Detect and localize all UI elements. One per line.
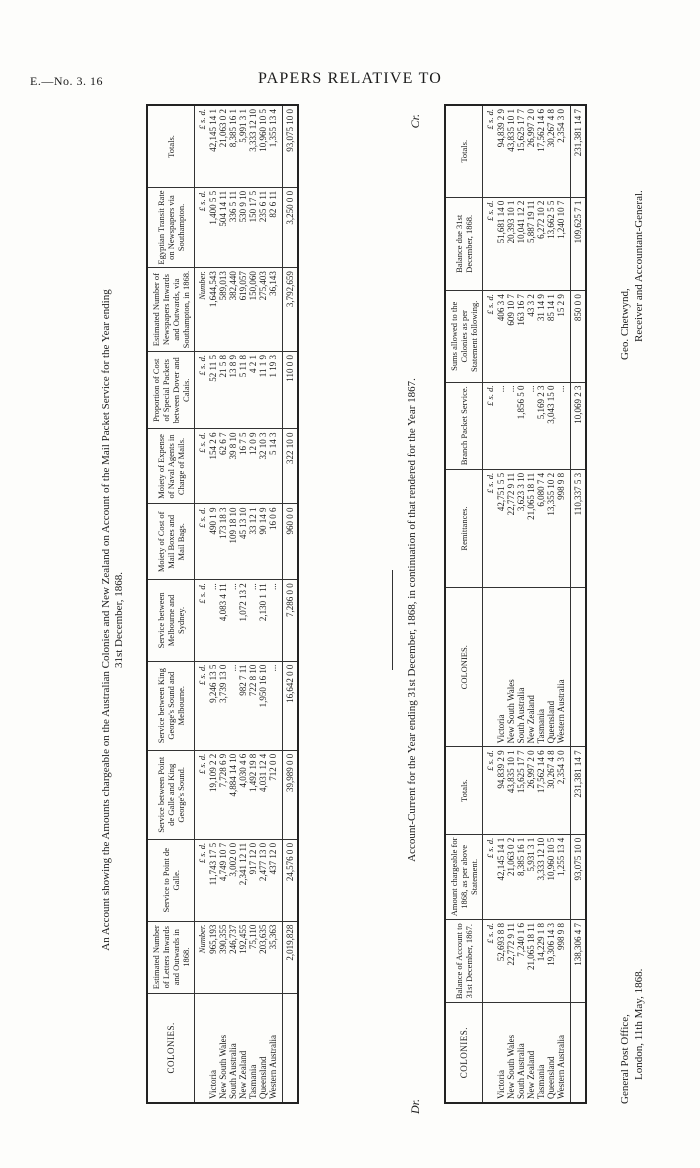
table1-column-colonies — [207, 993, 283, 1103]
cell-value: 173 18 3 — [218, 507, 228, 539]
table2-column-balance_1867 — [495, 920, 571, 1003]
table1-column-point_de_galle — [207, 839, 283, 921]
table2-unit-totals_left: £ s. d. — [483, 747, 496, 834]
cell-value: 19,109 2 2 — [208, 753, 218, 792]
colony-name: New South Wales — [218, 1034, 228, 1099]
mail-packet-account-table — [146, 104, 299, 1104]
cell-value: 6,272 10 2 — [536, 200, 546, 239]
cell-value: 17,562 14 6 — [536, 750, 546, 794]
cell-value: 1,240 10 7 — [556, 200, 566, 239]
table2-header-totals_left: Totals. — [445, 747, 483, 834]
table1-unit-galle_kgs: £ s. d. — [195, 750, 208, 839]
table1-unit-colonies — [195, 993, 208, 1103]
cell-value: 22,772 9 11 — [506, 472, 516, 516]
running-title: PAPERS RELATIVE TO — [258, 70, 443, 87]
table1-total-letters: 2,019,828 — [283, 921, 299, 993]
cell-value: 13,355 10 2 — [546, 472, 556, 516]
colony-name: New South Wales — [506, 1034, 516, 1099]
table2-header-amount_1868: Amount chargeable for 1868, as per above Statement. — [445, 834, 483, 919]
table2-column-totals_left — [495, 747, 571, 834]
colony-name: Victoria — [496, 1070, 506, 1099]
page-header — [0, 68, 700, 98]
cell-value: 11,743 17 5 — [208, 842, 218, 886]
colony-name: Western Australia — [556, 1034, 566, 1099]
colony-name: Western Australia — [556, 679, 566, 744]
table1-total-dover_calais: 110 0 0 — [283, 352, 299, 429]
table1-total-galle_kgs: 39,989 0 0 — [283, 750, 299, 839]
table2-unit-amount_1868: £ s. d. — [483, 834, 496, 919]
table2-column-colonies — [495, 588, 571, 747]
cell-value: 390,355 — [218, 924, 228, 954]
cell-value: 4 2 1 — [248, 355, 258, 374]
cell-value: ... — [506, 385, 516, 393]
table1-column-dover_calais — [207, 352, 283, 429]
table2-column-colonies — [495, 1003, 571, 1103]
cell-value: 13 8 9 — [228, 355, 238, 378]
colony-name: South Australia — [516, 1043, 526, 1099]
cell-value: 382,440 — [228, 271, 238, 301]
cell-value: 39 8 10 — [228, 432, 238, 460]
colony-name: Tasmania — [536, 709, 546, 744]
colony-name: South Australia — [228, 1043, 238, 1099]
cell-value: 42,145 14 1 — [496, 837, 506, 881]
colony-name: Victoria — [208, 1070, 218, 1099]
cell-value: 94,839 2 9 — [496, 109, 506, 148]
table2-header-sums_allowed: Sums allowed to the Colonies as per Statement following. — [445, 291, 483, 382]
cell-value: 1,355 13 4 — [268, 109, 278, 148]
cell-value: 10,041 12 2 — [516, 200, 526, 244]
cell-value: 43,835 10 1 — [506, 750, 516, 794]
table1-column-melb_sydney — [207, 580, 283, 661]
cell-value: 246,737 — [228, 924, 238, 954]
table2-header-totals_right: Totals. — [445, 105, 483, 197]
cell-value: ... — [248, 583, 258, 590]
cell-value: 21,065 18 11 — [526, 472, 536, 520]
table1-header-dover_calais: Proportion of Cost of Special Packets between Dover and Calais. — [147, 352, 195, 429]
table1-total-newspapers: 3,792,659 — [283, 268, 299, 352]
table2-unit-balance_1867: £ s. d. — [483, 920, 496, 1003]
cell-value: 722 8 10 — [248, 664, 258, 697]
cell-value: 20,393 10 1 — [506, 200, 516, 244]
cell-value: 3,333 12 10 — [248, 109, 258, 152]
table1-header-letters: Estimated Number of Letters Inwards and Outwards in 1868. — [147, 921, 195, 993]
cell-value: ... — [556, 385, 566, 393]
table1-title-line2: 31st December, 1868. — [113, 571, 125, 669]
table2-units-row — [483, 105, 496, 1103]
cell-value: 30,267 4 8 — [546, 109, 556, 148]
cell-value: 530 9 10 — [238, 190, 248, 223]
table2-column-amount_1868 — [495, 834, 571, 919]
cell-value: 235 6 11 — [258, 190, 268, 223]
cell-value: 406 3 4 — [496, 294, 506, 322]
cell-value: 619,057 — [238, 271, 248, 301]
cell-value: ... — [496, 385, 506, 393]
cell-value: 192,455 — [238, 924, 248, 954]
table2-total-balance_1867: 138,306 4 7 — [571, 920, 587, 1003]
colony-name: Western Australia — [268, 1034, 278, 1099]
cell-value: 45 13 10 — [238, 507, 248, 539]
colony-name: New Zealand — [238, 1050, 248, 1099]
table1-header-newspapers: Estimated Number of Newspapers Inwards and Outwards, via Southampton, in 1868. — [147, 268, 195, 352]
table2-total-amount_1868: 93,075 10 0 — [571, 834, 587, 919]
cell-value: 5,931 3 1 — [526, 837, 536, 872]
cell-value: 917 12 0 — [248, 842, 258, 875]
cell-value: 4,884 14 10 — [228, 753, 238, 797]
cell-value: 1,072 13 2 — [238, 583, 248, 622]
table1-total-totals: 93,075 10 0 — [283, 105, 299, 187]
cell-value: 11 1 9 — [258, 355, 268, 378]
cell-value: 7,240 1 6 — [516, 923, 526, 957]
table2-column-remittances — [495, 469, 571, 587]
cell-value: 10,960 10 5 — [546, 837, 556, 881]
cell-value: 1,492 19 8 — [248, 753, 258, 792]
table2-unit-colonies — [483, 1003, 496, 1103]
cell-value: 33 12 1 — [248, 507, 258, 535]
cell-value: 5 11 8 — [238, 355, 248, 378]
cell-value: 82 6 11 — [268, 190, 278, 218]
cell-value: 3,333 12 10 — [536, 837, 546, 881]
cell-value: 154 2 6 — [208, 432, 218, 460]
cell-value: 14,229 1 8 — [536, 923, 546, 962]
table1-title — [100, 100, 126, 1140]
table1-total-mail_bags: 960 0 0 — [283, 504, 299, 580]
cell-value: 16 0 6 — [268, 507, 278, 530]
table2-unit-branch_packet: £ s. d. — [483, 382, 496, 469]
cell-value: 150,060 — [248, 271, 258, 301]
page-number: 16 — [90, 74, 103, 88]
table2-total-branch_packet: 10,069 2 3 — [571, 382, 587, 469]
cell-value: 31 14 9 — [536, 294, 546, 322]
table1-column-naval_agents — [207, 429, 283, 504]
cell-value: 5,169 2 3 — [536, 385, 546, 420]
issuing-office — [618, 969, 646, 1104]
table2-unit-sums_allowed: £ s. d. — [483, 291, 496, 382]
table1-column-letters — [207, 921, 283, 993]
cell-value: 51,681 14 0 — [496, 200, 506, 244]
table1-header-totals: Totals. — [147, 105, 195, 187]
colony-name: Queensland — [258, 1056, 268, 1099]
table2-header-balance_1867: Balance of Account to 31st December, 1867. — [445, 920, 483, 1003]
cell-value: ... — [208, 583, 218, 590]
cell-value: 4,749 10 7 — [218, 842, 228, 882]
signer-role: Receiver and Accountant-General. — [633, 190, 645, 342]
table1-totals-row — [283, 105, 299, 1103]
cell-value: 275,403 — [258, 271, 268, 301]
cell-value: 26,997 2 0 — [526, 109, 536, 148]
cell-value: 109 18 10 — [228, 507, 238, 544]
table2-column-balance_1868 — [495, 197, 571, 291]
cell-value: 21,065 18 11 — [526, 923, 536, 970]
cell-value: 998 9 8 — [556, 472, 566, 500]
table1-unit-dover_calais: £ s. d. — [195, 352, 208, 429]
table1-total-melb_sydney: 7,286 0 0 — [283, 580, 299, 661]
cell-value: 52,693 8 8 — [496, 923, 506, 962]
table2-total-sums_allowed: 850 0 0 — [571, 291, 587, 382]
table2-total-empty — [571, 1003, 587, 1103]
cell-value: 5,991 3 1 — [238, 109, 248, 143]
section-divider — [392, 570, 393, 670]
table1-unit-totals: £ s. d. — [195, 105, 208, 187]
table1-total-egyptian: 3,250 0 0 — [283, 187, 299, 267]
table1-total-point_de_galle: 24,576 0 0 — [283, 839, 299, 921]
cell-value: 36,143 — [268, 271, 278, 296]
cell-value: ... — [228, 664, 238, 672]
cell-value: 2,341 12 11 — [238, 842, 248, 886]
table1-column-totals — [207, 105, 283, 187]
place-date: London, 11th May, 1868. — [633, 968, 645, 1080]
cell-value: 1 19 3 — [268, 355, 278, 378]
table2-unit-colonies — [483, 588, 496, 747]
cell-value: 5,887 19 11 — [526, 200, 536, 243]
table1-column-newspapers — [207, 268, 283, 352]
office-name: General Post Office, — [619, 1014, 631, 1104]
cell-value: 589,013 — [218, 271, 228, 301]
table2-header-colonies: COLONIES. — [445, 588, 483, 747]
colony-name: Queensland — [546, 700, 556, 744]
cell-value: 9,246 13 5 — [208, 664, 218, 703]
cell-value: 43,835 10 1 — [506, 109, 516, 152]
table1-unit-naval_agents: £ s. d. — [195, 429, 208, 504]
table2-total-totals_left: 231,381 14 7 — [571, 747, 587, 834]
cell-value: ... — [268, 583, 278, 590]
cell-value: 4,083 4 11 — [218, 583, 228, 622]
cell-value: 712 0 0 — [268, 753, 278, 781]
cell-value: 35,363 — [268, 924, 278, 950]
cell-value: 150 17 5 — [248, 190, 258, 223]
cell-value: 5 14 3 — [268, 432, 278, 455]
signature-block — [618, 190, 646, 360]
table1-unit-egyptian: £ s. d. — [195, 187, 208, 267]
table1-unit-melb_sydney: £ s. d. — [195, 580, 208, 661]
colony-name: New Zealand — [526, 695, 536, 744]
colony-name: South Australia — [516, 687, 526, 744]
cell-value: 4,031 12 4 — [258, 753, 268, 792]
cell-value: 15 2 9 — [556, 294, 566, 317]
colony-name: Queensland — [546, 1056, 556, 1099]
cell-value: 609 10 7 — [506, 294, 516, 326]
table1-header-kgs_melbourne: Service between King George's Sound and Melbourne. — [147, 661, 195, 750]
cell-value: 1,255 13 4 — [556, 837, 566, 876]
cell-value: 1,400 5 5 — [208, 190, 218, 225]
table2-total-empty — [571, 588, 587, 747]
table2-total-remittances: 110,337 5 3 — [571, 469, 587, 587]
table2-column-totals_right — [495, 105, 571, 197]
table1-unit-mail_bags: £ s. d. — [195, 504, 208, 580]
cell-value: 163 16 7 — [516, 294, 526, 326]
cell-value: 26,997 2 0 — [526, 750, 536, 789]
colony-name: New Zealand — [526, 1050, 536, 1099]
cell-value: 490 1 9 — [208, 507, 218, 535]
table2-unit-balance_1868: £ s. d. — [483, 197, 496, 291]
table1-header-naval_agents: Moiety of Expense of Naval Agents in Charge of Mails. — [147, 429, 195, 504]
table2-body-row — [495, 105, 571, 1103]
table2-column-sums_allowed — [495, 291, 571, 382]
table2-totals-row — [571, 105, 587, 1103]
table2-header-branch_packet: Branch Packet Service. — [445, 382, 483, 469]
cell-value: 10,960 10 5 — [258, 109, 268, 152]
cell-value: 998 9 8 — [556, 923, 566, 951]
table1-column-mail_bags — [207, 504, 283, 580]
cell-value: 1,644,543 — [208, 271, 218, 308]
cell-value: 3,623 3 10 — [516, 472, 526, 512]
colony-name: New South Wales — [506, 679, 516, 744]
table1-title-line1: An Account showing the Amounts chargeable on the Australian Colonies and New Zealand on Account of the Mail Packet Service for the Year ending — [100, 289, 112, 951]
cell-value: 16 7 5 — [238, 432, 248, 455]
cell-value: 43 3 2 — [526, 294, 536, 317]
table1-units-row — [195, 105, 208, 1103]
table1-total-kgs_melbourne: 16,642 0 0 — [283, 661, 299, 750]
table1-column-egyptian — [207, 187, 283, 267]
cell-value: 504 14 11 — [218, 190, 228, 227]
table1-header-row — [147, 105, 195, 1103]
cell-value: 90 14 9 — [258, 507, 268, 535]
cell-value: 7,728 6 9 — [218, 753, 228, 788]
credit-marker: Cr. — [408, 114, 422, 129]
cell-value: 965,193 — [208, 924, 218, 954]
cell-value: 3,002 0 0 — [228, 842, 238, 877]
cell-value: 1,950 16 10 — [258, 664, 268, 708]
table1-body-row — [207, 105, 283, 1103]
cell-value: ... — [228, 583, 238, 590]
table1-header-point_de_galle: Service to Point de Galle. — [147, 839, 195, 921]
colony-name: Tasmania — [248, 1064, 258, 1099]
cell-value: 4,030 4 6 — [238, 753, 248, 788]
cell-value: 17,562 14 6 — [536, 109, 546, 152]
table2-unit-totals_right: £ s. d. — [483, 105, 496, 197]
table1-unit-newspapers: Number. — [195, 268, 208, 352]
cell-value: 52 11 5 — [208, 355, 218, 382]
cell-value: 85 14 1 — [546, 294, 556, 322]
cell-value: 2,354 3 0 — [556, 109, 566, 143]
cell-value: 22,772 9 11 — [506, 923, 516, 966]
cell-value: 42,145 14 1 — [208, 109, 218, 152]
table2-header-row — [445, 105, 483, 1103]
cell-value: 21 5 8 — [218, 355, 228, 378]
table2-header-remittances: Remittances. — [445, 469, 483, 587]
cell-value: 32 10 3 — [258, 432, 268, 460]
table2-column-branch_packet — [495, 382, 571, 469]
cell-value: 336 5 11 — [228, 190, 238, 223]
cell-value: 3,043 15 0 — [546, 385, 556, 424]
cell-value: 15,625 17 7 — [516, 109, 526, 152]
table1-column-galle_kgs — [207, 750, 283, 839]
cell-value: 30,267 4 8 — [546, 750, 556, 789]
cell-value: 21,063 0 2 — [218, 109, 228, 148]
cell-value: 13,662 5 5 — [546, 200, 556, 239]
table1-column-kgs_melbourne — [207, 661, 283, 750]
cell-value: 62 6 7 — [218, 432, 228, 455]
table2-title: Account-Current for the Year ending 31st December, 1868, in continuation of that rendered for the Year 1867. — [406, 378, 418, 862]
table1-header-mail_bags: Moiety of Cost of Mail Boxes and Mail Bags. — [147, 504, 195, 580]
cell-value: ... — [268, 664, 278, 672]
cell-value: 982 7 11 — [238, 664, 248, 696]
cell-value: 2,477 13 0 — [258, 842, 268, 882]
table1-total-empty — [283, 993, 299, 1103]
cell-value: 2,130 1 11 — [258, 583, 268, 622]
cell-value: 19,306 14 3 — [546, 923, 556, 966]
cell-value: 21,063 0 2 — [506, 837, 516, 876]
cell-value: 42,751 5 5 — [496, 472, 506, 512]
table1-unit-letters: Number. — [195, 921, 208, 993]
cell-value: 2,354 3 0 — [556, 750, 566, 785]
cell-value: ... — [526, 385, 536, 393]
account-current-table — [444, 104, 587, 1104]
cell-value: 437 12 0 — [268, 842, 278, 875]
debit-marker: Dr. — [408, 1098, 422, 1114]
table2-total-balance_1868: 109,625 7 1 — [571, 197, 587, 291]
cell-value: 75,110 — [248, 924, 258, 950]
cell-value: 1,856 5 0 — [516, 385, 526, 420]
table2-unit-remittances: £ s. d. — [483, 469, 496, 587]
rotated-landscape-content — [100, 100, 680, 1140]
cell-value: 15,625 17 7 — [516, 750, 526, 794]
document-reference: E.—No. 3. 16 — [30, 74, 103, 88]
table2-header-colonies: COLONIES. — [445, 1003, 483, 1103]
cell-value: 94,839 2 9 — [496, 750, 506, 789]
table1-header-colonies: COLONIES. — [147, 993, 195, 1103]
cell-value: 6,080 7 4 — [536, 472, 546, 507]
cell-value: 3,739 13 0 — [218, 664, 228, 703]
table1-unit-kgs_melbourne: £ s. d. — [195, 661, 208, 750]
table2-header-balance_1868: Balance due 31st December, 1868. — [445, 197, 483, 291]
cell-value: 8,385 16 1 — [516, 837, 526, 876]
colony-name: Victoria — [496, 714, 506, 744]
table1-header-melb_sydney: Service between Melbourne and Sydney. — [147, 580, 195, 661]
table1-total-naval_agents: 322 10 0 — [283, 429, 299, 504]
colony-name: Tasmania — [536, 1064, 546, 1099]
table1-unit-point_de_galle: £ s. d. — [195, 839, 208, 921]
table1-header-egyptian: Egyptian Transit Rate on Newspapers via Southampton. — [147, 187, 195, 267]
cell-value: 8,385 16 1 — [228, 109, 238, 148]
cell-value: 12 0 9 — [248, 432, 258, 455]
table2-total-totals_right: 231,381 14 7 — [571, 105, 587, 197]
table1-header-galle_kgs: Service between Point de Galle and King George's Sound. — [147, 750, 195, 839]
signer-name: Geo. Chetwynd, — [619, 288, 631, 360]
cell-value: 203,635 — [258, 924, 268, 954]
